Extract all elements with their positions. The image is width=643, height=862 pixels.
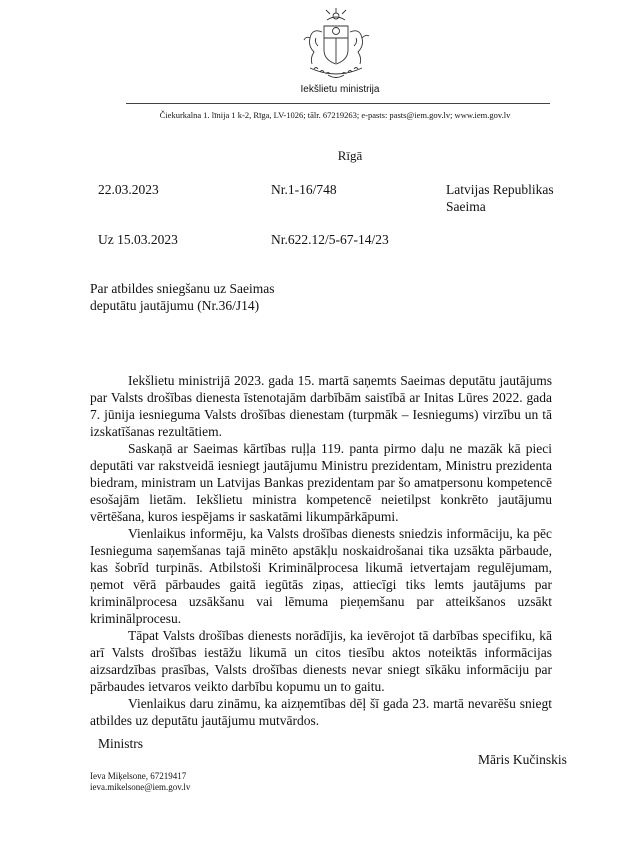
ministry-address: Čiekurkalna 1. līnija 1 k-2, Rīga, LV-1026; tālr. 67219263; e-pasts: pasts@iem.gov.lv; www.iem.gov.lv	[159, 110, 511, 120]
subject	[90, 280, 274, 314]
header-divider	[126, 103, 550, 104]
signatory-title: Ministrs	[98, 736, 144, 751]
coat-of-arms-icon	[296, 8, 376, 82]
subject-line-1: Par atbildes sniegšanu uz Saeimas	[90, 281, 275, 296]
reference-number: Nr.622.12/5-67-14/23	[271, 232, 389, 247]
document-date: 22.03.2023	[98, 182, 159, 197]
document-number: Nr.1-16/748	[271, 182, 337, 197]
recipient-line-2: Saeima	[446, 199, 486, 214]
contact-name-phone: Ieva Miķelsone, 67219417	[90, 771, 187, 781]
paragraph-3: Vienlaikus informēju, ka Valsts drošības dienests sniedzis informāciju, ka pēc Iesnieguma saņemšanas tajā minēto apstākļu noskaidrošanai tika uzsākta pārbaude, kas šobrīd turpinās. Atbilstoši Kriminālprocesa likumā ietvertajam regulējumam, ņemot vērā pārbaudes gaitā iegūtās ziņas, attiecīgi tiks lemts jautājums par kriminālprocesa uzsākšanu vai lēmuma pieņemšanu par atteikšanos uzsākt kriminālprocesu.	[90, 526, 552, 626]
signatory-name: Māris Kučinskis	[478, 752, 567, 767]
reference-date: Uz 15.03.2023	[98, 232, 178, 247]
subject-line-2: deputātu jautājumu (Nr.36/J14)	[90, 298, 260, 313]
place: Rīgā	[337, 148, 363, 163]
ministry-name: Iekšlietu ministrija	[300, 84, 380, 95]
paragraph-1: Iekšlietu ministrijā 2023. gada 15. martā saņemts Saeimas deputātu jautājums par Valsts drošības dienesta īstenotajām darbībām saistībā ar Initas Lūres 2022. gada 7. jūnija iesnieguma Valsts drošības dienestam (turpmāk – Iesniegums) virzību un tā izskatīšanas rezultātiem.	[90, 373, 552, 439]
contact-email: ieva.mikelsone@iem.gov.lv	[90, 782, 191, 792]
recipient-line-1: Latvijas Republikas	[446, 182, 554, 197]
letter-body	[90, 372, 552, 729]
paragraph-2: Saskaņā ar Saeimas kārtības ruļļa 119. panta pirmo daļu ne mazāk kā pieci deputāti var rakstveidā iesniegt jautājumu Ministru prezidentam, Ministru prezidenta biedram, ministram un Latvijas Bankas prezidentam par šo amatpersonu kompetencē esošajām lietām. Iekšlietu ministra kompetencē neietilpst konkrēto jautājumu vērtēšana, kuros iespējams ir saskatāmi likumpārkāpumi.	[90, 441, 552, 524]
paragraph-5: Vienlaikus daru zināmu, ka aizņemtības dēļ šī gada 23. martā nevarēšu sniegt atbildes uz deputātu jautājumu mutvārdos.	[90, 696, 552, 728]
paragraph-4: Tāpat Valsts drošības dienests norādījis, ka ievērojot tā darbības specifiku, kā arī Valsts drošības iestāžu likumā un citos tiesību aktos noteiktās informācijas aizsardzības prasības, Valsts drošības dienests nevar sniegt sīkāku informāciju par pārbaudes ietvaros veikto darbību kopumu un to gaitu.	[90, 628, 552, 694]
